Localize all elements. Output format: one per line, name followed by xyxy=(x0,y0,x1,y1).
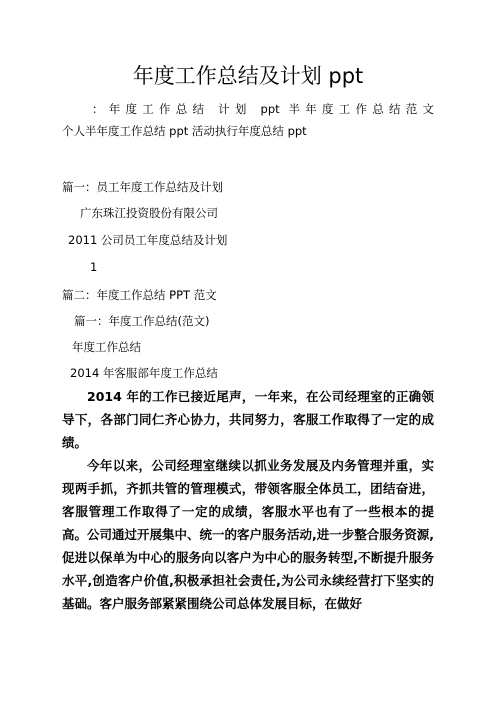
document-title: 年度工作总结及计划 ppt xyxy=(132,64,364,88)
outline-summary-heading: 2011 公司员工年度总结及计划 xyxy=(68,233,228,247)
outline-company-name: 广东珠江投资股份有限公司 xyxy=(80,206,218,220)
outline-section-1: 篇一：年度工作总结(范文) xyxy=(74,314,210,328)
outline-service-dept-heading: 2014 年客服部年度工作总结 xyxy=(70,366,218,380)
document-body xyxy=(62,385,434,615)
outline-page-number: 1 xyxy=(90,260,98,274)
outline-annual-summary: 年度工作总结 xyxy=(72,340,141,354)
body-paragraph-2: 今年以来，公司经理室继续以抓业务发展及内务管理并重，实现两手抓，齐抓共管的管理模式，带领客服全体员工，团结奋进，客服管理工作取得了一定的成绩，客服水平也有了一些根本的提高。公司通过开展集中、统一的客户服务活动,进一步整合服务资源,促进以保单为中心的服务向以客户为中心的服务转型,不断提升服务水平,创造客户价值,积极承担社会责任,为公司永续经营打下坚实的基础。客户服务部紧紧围绕公司总体发展目标，在做好 xyxy=(62,458,434,611)
outline-chapter-2: 篇二：年度工作总结 PPT 范文 xyxy=(62,288,217,302)
keywords-line-2: 个人半年度工作总结 ppt 活动执行年度总结 ppt xyxy=(62,124,307,138)
outline-chapter-1: 篇一：员工年度工作总结及计划 xyxy=(62,180,223,194)
body-paragraph-1: 2014 年的工作已接近尾声，一年来，在公司经理室的正确领导下，各部门同仁齐心协力，共同努力，客服工作取得了一定的成绩。 xyxy=(62,389,434,450)
keywords-line-1: ：年度工作总结 计划 ppt 半年度工作总结范文 xyxy=(92,102,434,116)
